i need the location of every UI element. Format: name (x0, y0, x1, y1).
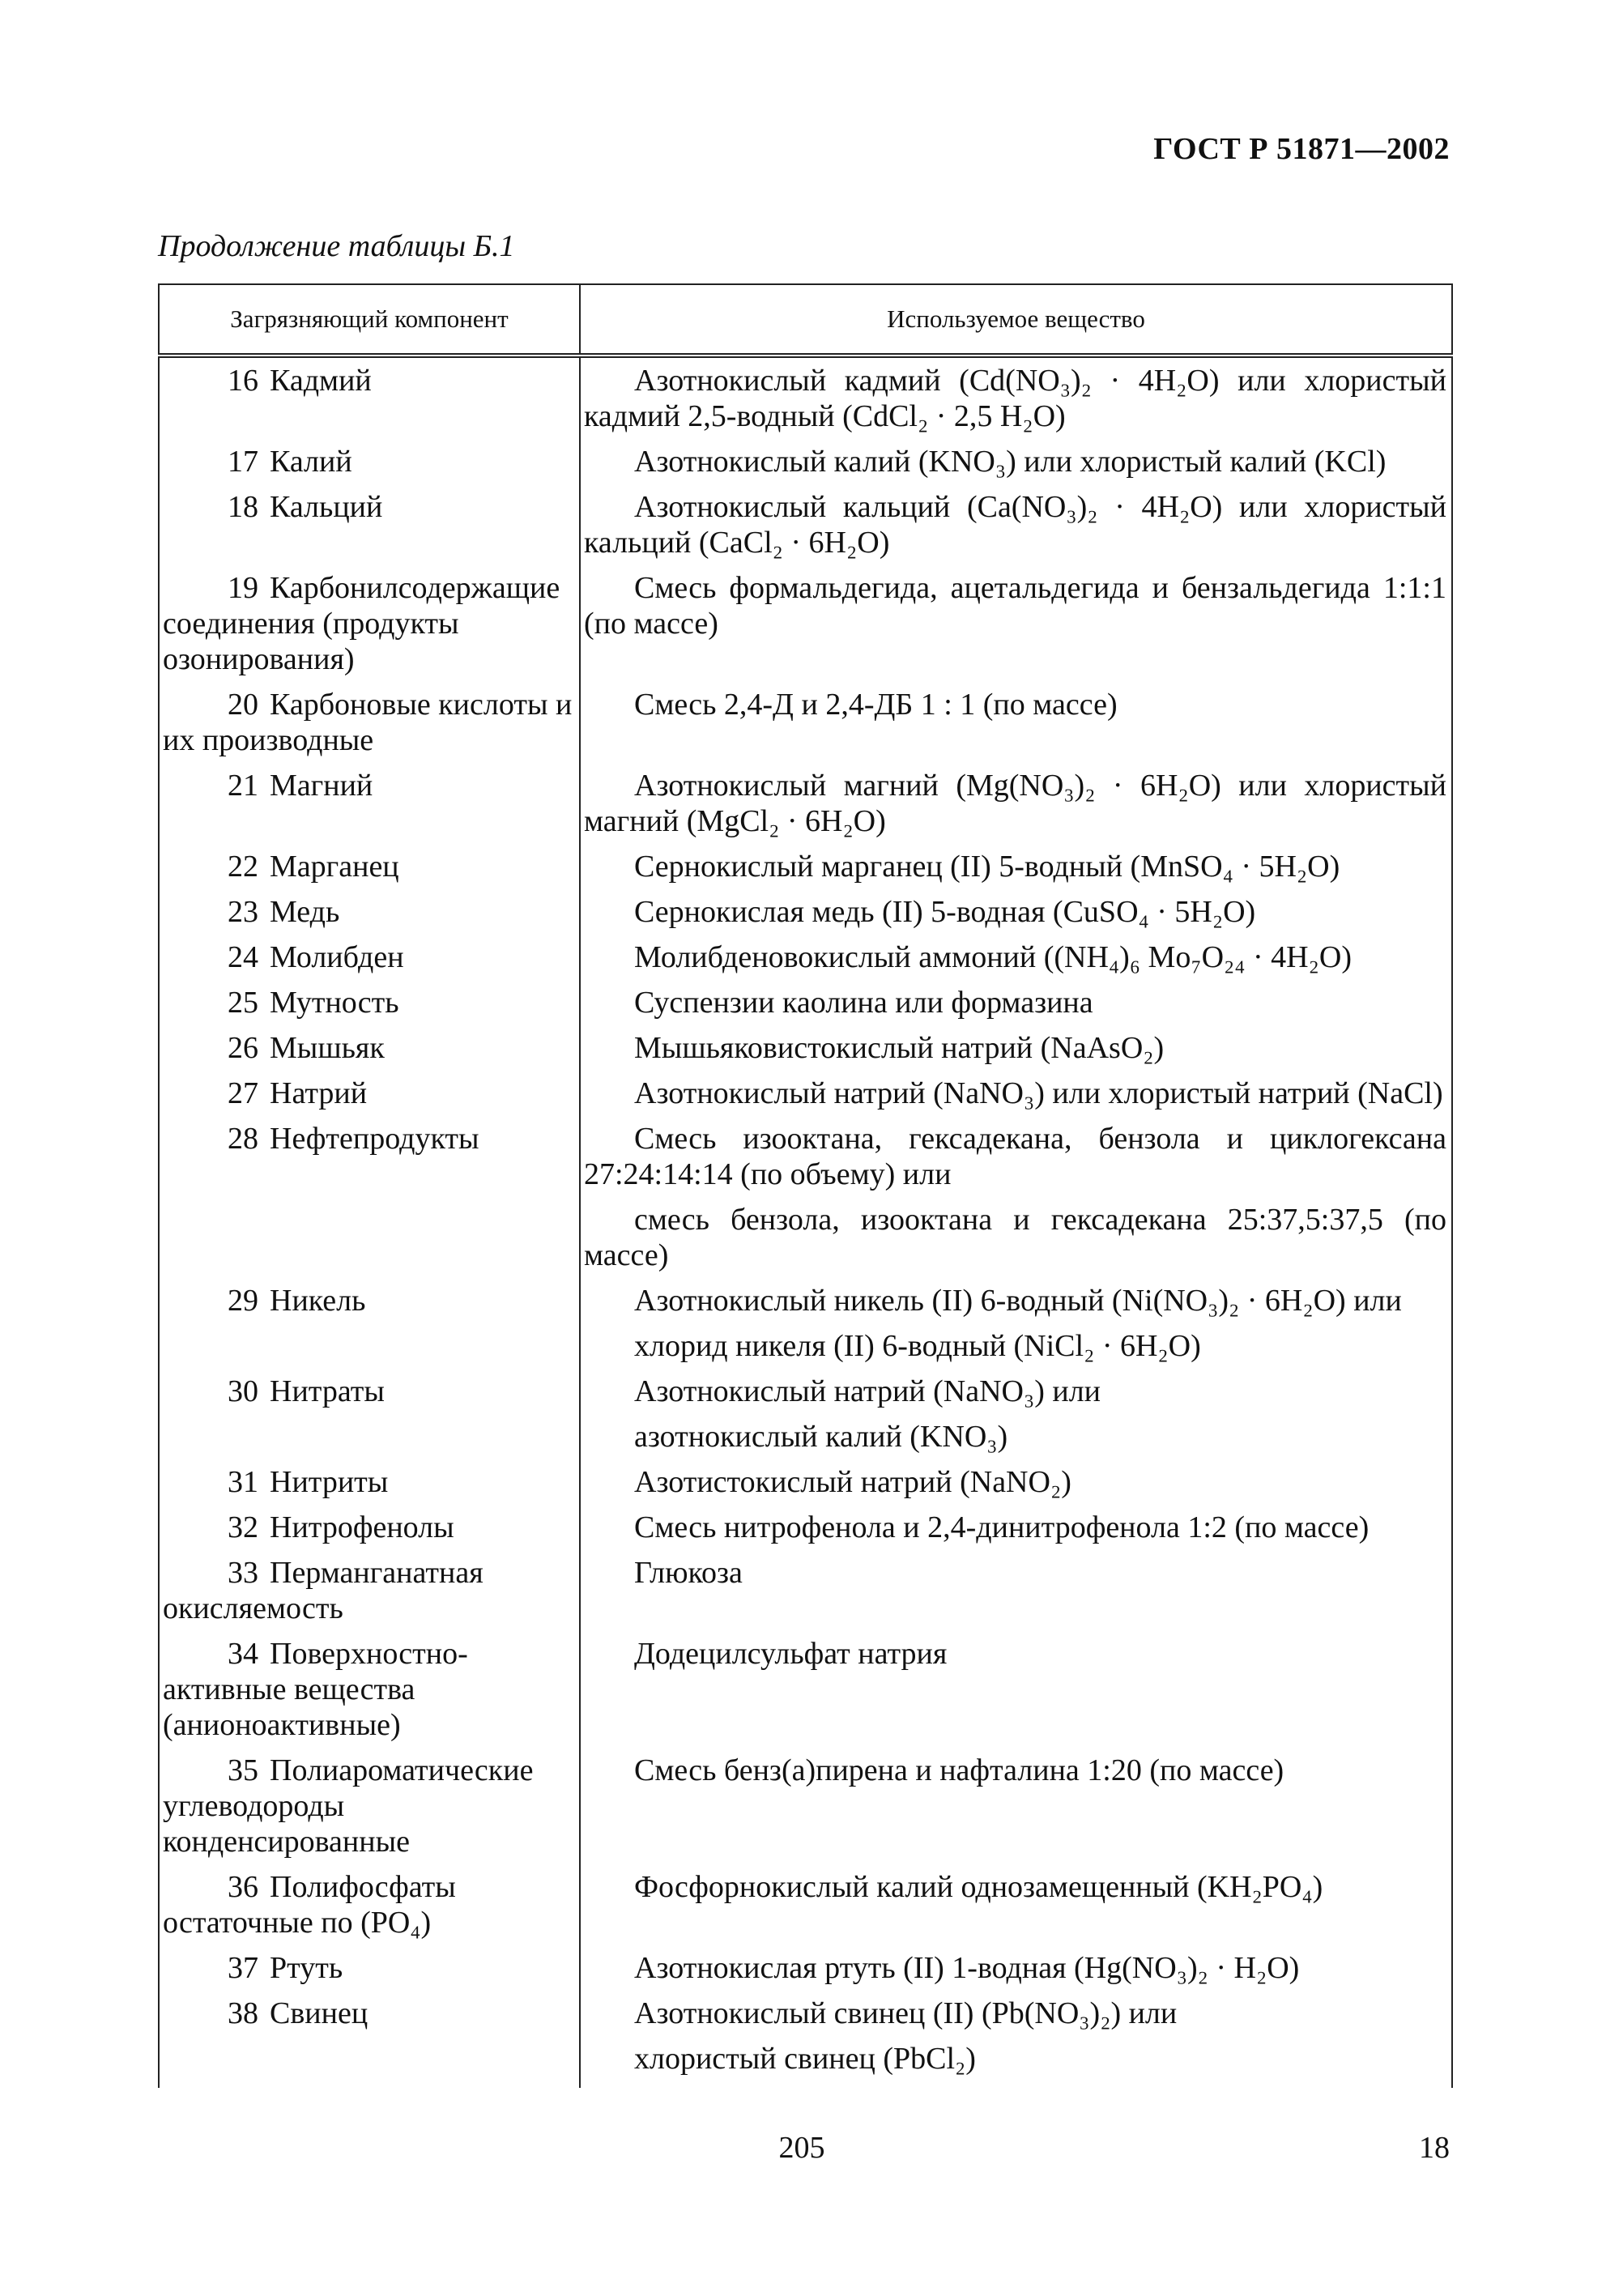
component-cell (159, 356, 580, 439)
substance-cell (580, 935, 1452, 980)
table-row (159, 682, 1452, 763)
table-row (159, 1025, 1452, 1071)
table-row (159, 1505, 1452, 1550)
component-cell (159, 980, 580, 1025)
component-name: Полиароматические углеводороды конденсированные (163, 1753, 534, 1859)
substance-text: Азотнокислый калий (KNO₃) или хлористый калий (KCl) (634, 445, 1387, 479)
substance-text: Молибденовокислый аммоний ((NH₄)₆ Mo₇O₂₄ · 4H₂O) (634, 940, 1352, 974)
substance-cell (580, 1369, 1452, 1414)
component-cell (159, 1116, 580, 1197)
substance-cell (580, 1071, 1452, 1116)
substance-cell (580, 763, 1452, 844)
component-name: Молибден (270, 940, 404, 974)
table-row (159, 1864, 1452, 1945)
component-cell (159, 1991, 580, 2036)
row-number: 29 (228, 1284, 258, 1318)
row-number: 21 (228, 769, 258, 803)
table-row (159, 889, 1452, 935)
component-cell (159, 1631, 580, 1748)
table-row (159, 1197, 1452, 1278)
substance-cell (580, 889, 1452, 935)
substance-text: Азотистокислый натрий (NaNO₂) (634, 1465, 1071, 1499)
row-number: 28 (228, 1122, 258, 1156)
row-number: 31 (228, 1465, 258, 1499)
substance-cell (580, 1459, 1452, 1505)
substance-cell (580, 844, 1452, 889)
component-name: Натрий (270, 1076, 368, 1110)
substance-cell (580, 1550, 1452, 1631)
substance-text: смесь бензола, изооктана и гексадекана 25:37,5:37,5 (по массе) (584, 1203, 1446, 1272)
component-name: Мутность (270, 986, 399, 1020)
component-name: Нефтепродукты (270, 1122, 479, 1156)
substance-cell (580, 1505, 1452, 1550)
substance-text: Азотнокислый магний (Mg(NO₃)₂ · 6H₂O) или хлористый магний (MgCl₂ · 6H₂O) (584, 769, 1446, 838)
substance-text: Смесь формальдегида, ацетальдегида и бензальдегида 1:1:1 (по массе) (584, 571, 1446, 641)
substance-cell (580, 1631, 1452, 1748)
substance-text: Суспензии каолина или формазина (634, 986, 1093, 1020)
substance-text: Фосфорнокислый калий однозамещенный (KH₂PO₄) (634, 1870, 1323, 1904)
component-name: Ртуть (270, 1951, 343, 1985)
substance-text: Азотнокислый натрий (NaNO₃) или хлористый натрий (NaCl) (634, 1076, 1443, 1110)
component-cell (159, 1278, 580, 1323)
row-number: 25 (228, 986, 258, 1020)
sheet-number: 18 (1419, 2131, 1450, 2165)
substance-cell (580, 1323, 1452, 1369)
component-cell (159, 1864, 580, 1945)
table-row (159, 439, 1452, 484)
row-number: 23 (228, 895, 258, 929)
component-cell (159, 1071, 580, 1116)
component-name: Перманганатная окисляемость (163, 1556, 484, 1625)
substance-text: азотнокислый калий (KNO₃) (634, 1420, 1008, 1454)
substance-text: Смесь бенз(а)пирена и нафталина 1:20 (по массе) (634, 1753, 1284, 1787)
component-name: Поверхностно-активные вещества (анионоактивные) (163, 1637, 468, 1742)
component-cell (159, 763, 580, 844)
row-number: 35 (228, 1753, 258, 1787)
page-number: 205 (778, 2131, 825, 2165)
component-cell (159, 682, 580, 763)
component-cell (159, 1459, 580, 1505)
component-name: Кадмий (270, 364, 372, 398)
table-row (159, 935, 1452, 980)
substance-text: Азотнокислый кадмий (Cd(NO₃)₂ · 4H₂O) или хлористый кадмий 2,5-водный (CdCl₂ · 2,5 H₂O) (584, 364, 1446, 433)
row-number: 30 (228, 1374, 258, 1408)
component-name: Мышьяк (270, 1031, 385, 1065)
substance-cell (580, 1748, 1452, 1864)
table-row (159, 1748, 1452, 1864)
component-cell (159, 484, 580, 565)
table-header-row (159, 284, 1452, 356)
table-row (159, 1369, 1452, 1414)
substance-text: Смесь нитрофенола и 2,4-динитрофенола 1:2 (по массе) (634, 1510, 1370, 1544)
column-header-component: Загрязняющий компонент (159, 284, 580, 356)
substance-cell (580, 1278, 1452, 1323)
table-row (159, 2036, 1452, 2088)
component-name: Нитрофенолы (270, 1510, 454, 1544)
document-code: ГОСТ Р 51871—2002 (1153, 132, 1450, 166)
table-row (159, 1631, 1452, 1748)
substance-cell (580, 980, 1452, 1025)
substance-text: Глюкоза (634, 1556, 743, 1590)
row-number: 17 (228, 445, 258, 479)
component-name: Никель (270, 1284, 366, 1318)
substance-text: Сернокислая медь (II) 5-водная (CuSO₄ · 5H₂O) (634, 895, 1256, 929)
row-number: 18 (228, 490, 258, 524)
substance-text: Азотнокислая ртуть (II) 1-водная (Hg(NO₃)₂ · H₂O) (634, 1951, 1300, 1985)
component-cell (159, 2036, 580, 2088)
component-name: Карбонилсодержащие соединения (продукты озонирования) (163, 571, 560, 676)
table-row (159, 484, 1452, 565)
component-cell (159, 1414, 580, 1459)
substance-table (158, 283, 1453, 2088)
substance-cell (580, 1991, 1452, 2036)
substance-cell (580, 484, 1452, 565)
row-number: 36 (228, 1870, 258, 1904)
component-cell (159, 1945, 580, 1991)
table-row (159, 1071, 1452, 1116)
row-number: 34 (228, 1637, 258, 1671)
substance-cell (580, 565, 1452, 682)
component-name: Медь (270, 895, 340, 929)
component-cell (159, 1323, 580, 1369)
table-caption: Продолжение таблицы Б.1 (158, 229, 515, 263)
component-cell (159, 1369, 580, 1414)
substance-text: Азотнокислый свинец (II) (Pb(NO₃)₂) или (634, 1996, 1178, 2030)
component-name: Свинец (270, 1996, 368, 2030)
table-row (159, 763, 1452, 844)
row-number: 20 (228, 688, 258, 722)
component-cell (159, 844, 580, 889)
table-row (159, 1550, 1452, 1631)
substance-text: Сернокислый марганец (II) 5-водный (MnSO₄ · 5H₂O) (634, 850, 1340, 884)
column-header-substance: Используемое вещество (580, 284, 1452, 356)
component-cell (159, 1748, 580, 1864)
row-number: 27 (228, 1076, 258, 1110)
substance-cell (580, 1116, 1452, 1197)
component-name: Карбоновые кислоты и их производные (163, 688, 573, 757)
component-name: Нитриты (270, 1465, 389, 1499)
substance-text: Смесь изооктана, гексадекана, бензола и циклогексана 27:24:14:14 (по объему) или (584, 1122, 1446, 1191)
component-name: Калий (270, 445, 352, 479)
row-number: 19 (228, 571, 258, 605)
component-name: Марганец (270, 850, 399, 884)
table-row (159, 1278, 1452, 1323)
component-name: Полифосфаты остаточные по (PO₄) (163, 1870, 456, 1940)
row-number: 32 (228, 1510, 258, 1544)
row-number: 24 (228, 940, 258, 974)
component-cell (159, 1197, 580, 1278)
table-row (159, 1323, 1452, 1369)
table-row (159, 1945, 1452, 1991)
component-cell (159, 935, 580, 980)
table-row (159, 844, 1452, 889)
substance-cell (580, 1864, 1452, 1945)
table-row (159, 565, 1452, 682)
substance-cell (580, 2036, 1452, 2088)
component-cell (159, 889, 580, 935)
substance-cell (580, 1945, 1452, 1991)
row-number: 16 (228, 364, 258, 398)
substance-cell (580, 1197, 1452, 1278)
row-number: 33 (228, 1556, 258, 1590)
component-cell (159, 439, 580, 484)
substance-text: Азотнокислый никель (II) 6-водный (Ni(NO₃)₂ · 6H₂O) или (634, 1284, 1402, 1318)
substance-text: хлористый свинец (PbCl₂) (634, 2042, 976, 2076)
table-row (159, 356, 1452, 439)
substance-cell (580, 1025, 1452, 1071)
substance-text: Смесь 2,4-Д и 2,4-ДБ 1 : 1 (по массе) (634, 688, 1118, 722)
row-number: 37 (228, 1951, 258, 1985)
row-number: 26 (228, 1031, 258, 1065)
component-cell (159, 565, 580, 682)
substance-cell (580, 682, 1452, 763)
substance-cell (580, 1414, 1452, 1459)
component-name: Магний (270, 769, 373, 803)
row-number: 22 (228, 850, 258, 884)
substance-text: Азотнокислый натрий (NaNO₃) или (634, 1374, 1101, 1408)
table-row (159, 980, 1452, 1025)
row-number: 38 (228, 1996, 258, 2030)
component-name: Кальций (270, 490, 383, 524)
substance-text: хлорид никеля (II) 6-водный (NiCl₂ · 6H₂O) (634, 1329, 1201, 1363)
substance-text: Мышьяковистокислый натрий (NaAsO₂) (634, 1031, 1165, 1065)
substance-cell (580, 439, 1452, 484)
table-row (159, 1116, 1452, 1197)
table-body (159, 356, 1452, 2088)
component-cell (159, 1025, 580, 1071)
substance-text: Додецилсульфат натрия (634, 1637, 948, 1671)
table-row (159, 1414, 1452, 1459)
component-cell (159, 1550, 580, 1631)
table-row (159, 1991, 1452, 2036)
component-cell (159, 1505, 580, 1550)
component-name: Нитраты (270, 1374, 385, 1408)
table-row (159, 1459, 1452, 1505)
substance-cell (580, 356, 1452, 439)
substance-text: Азотнокислый кальций (Ca(NO₃)₂ · 4H₂O) или хлористый кальций (CaCl₂ · 6H₂O) (584, 490, 1446, 560)
